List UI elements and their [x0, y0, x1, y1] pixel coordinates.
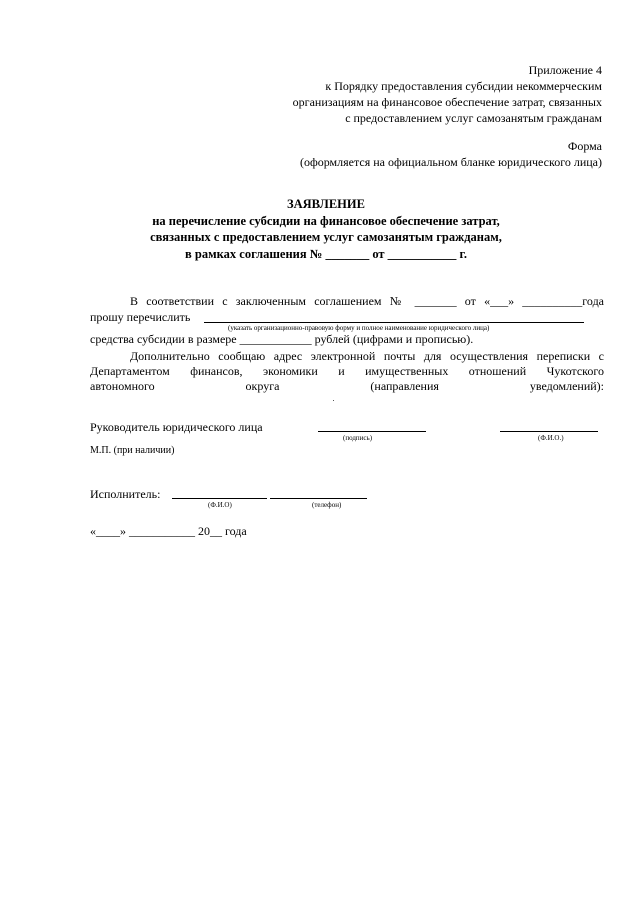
head-fio-line [500, 431, 598, 432]
executor-fio-line [172, 498, 267, 499]
stray-dot [333, 400, 334, 401]
form-hint: (оформляется на официальном бланке юридического лица) [299, 155, 602, 169]
appendix-line: с предоставлением услуг самозанятым гражданам [345, 111, 602, 125]
stamp-note: М.П. (при наличии) [90, 445, 175, 456]
executor-label: Исполнитель: [90, 487, 161, 501]
signature-hint: (подпись) [343, 434, 373, 442]
appendix-line: Приложение 4 [528, 63, 602, 77]
head-label: Руководитель юридического лица [90, 420, 263, 434]
entity-name-line [204, 322, 584, 323]
appendix-line: к Порядку предоставления субсидии некоммерческим [325, 79, 602, 93]
date-line: «____» ___________ 20__ года [90, 524, 247, 538]
body-line-amount: средства субсидии в размере ____________ рублей (цифрами и прописью). [90, 332, 474, 346]
executor-fio-hint: (Ф.И.О) [208, 501, 232, 509]
executor-phone-hint: (телефон) [312, 501, 342, 509]
signature-line [318, 431, 426, 432]
executor-phone-line [270, 498, 367, 499]
title-line: на перечисление субсидии на финансовое обеспечение затрат, [152, 213, 500, 228]
title-line: в рамках соглашения № _______ от ___________ г. [185, 246, 467, 261]
body-line-request: прошу перечислить [90, 310, 191, 324]
appendix-header [293, 62, 602, 126]
entity-name-hint: (указать организационно-правовую форму и полное наименование юридического лица) [228, 324, 490, 332]
body-line-email-1: Дополнительно сообщаю адрес электронной почты для осуществления переписки с [130, 349, 604, 363]
body-line-email-3: автономного округа (направления уведомлений): [90, 379, 604, 393]
title-block [0, 196, 640, 262]
document-heading: ЗАЯВЛЕНИЕ [287, 197, 365, 211]
head-fio-hint: (Ф.И.О.) [538, 434, 564, 442]
body-line-agreement: В соответствии с заключенным соглашением № _______ от «___» __________года [130, 294, 604, 308]
body-line-email-2: Департаментом финансов, экономики и имущественных отношений Чукотского [90, 364, 604, 378]
title-line: связанных с предоставлением услуг самозанятым гражданам, [150, 230, 502, 244]
form-label: Форма [567, 139, 602, 153]
form-note [300, 138, 602, 170]
appendix-line: организациям на финансовое обеспечение затрат, связанных [292, 95, 602, 109]
